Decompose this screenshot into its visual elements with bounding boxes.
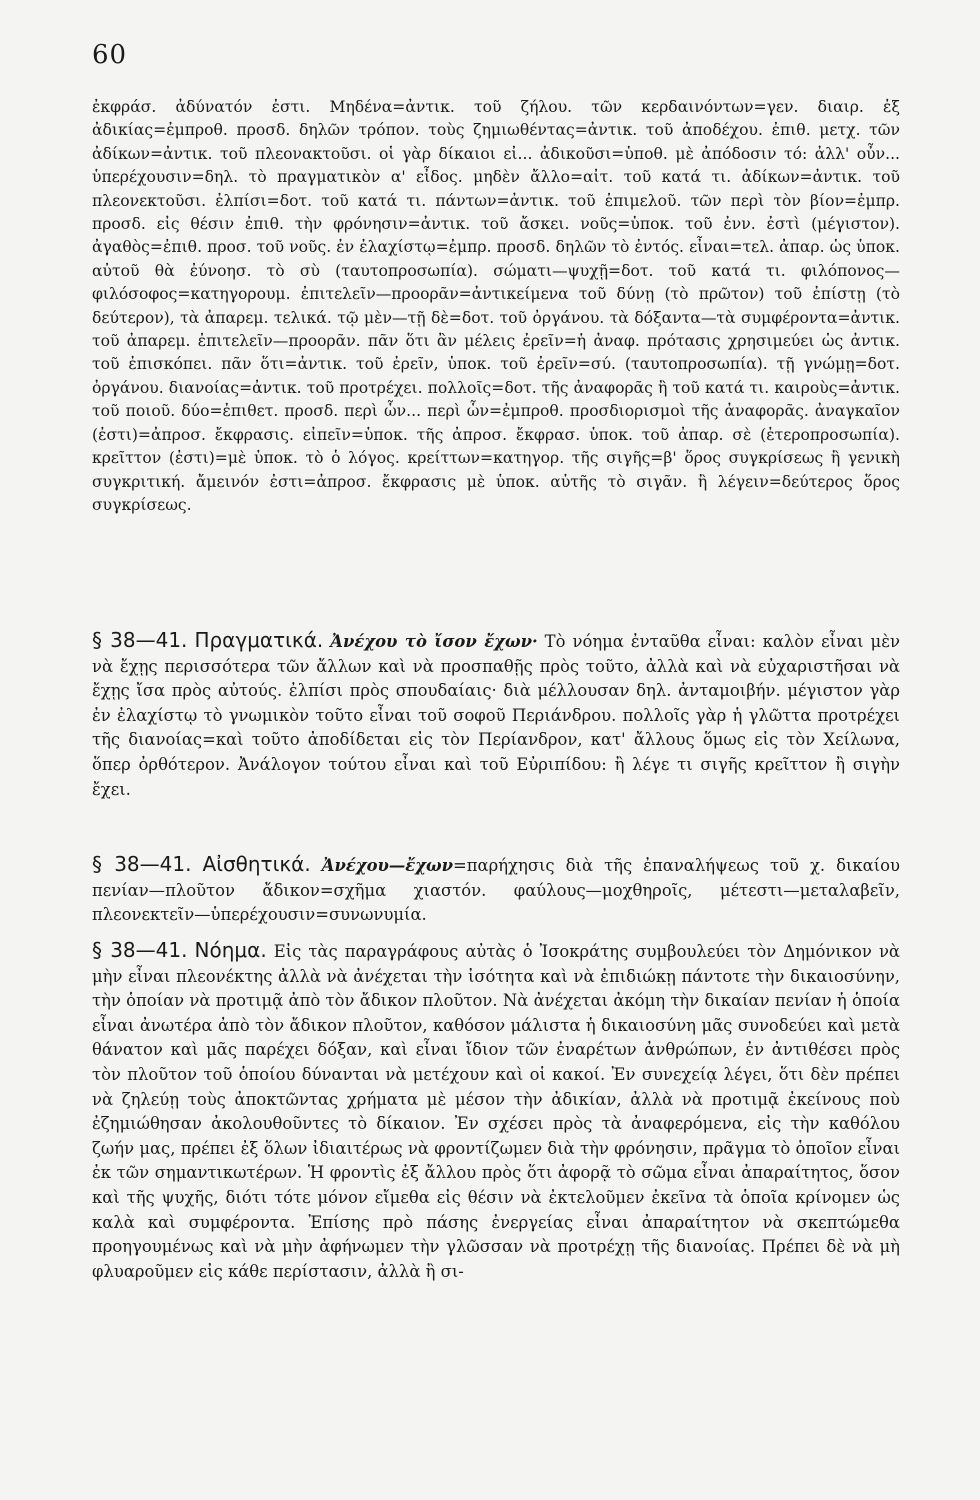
section-lead: Ἀνέχου—ἔχων [321,856,454,875]
section-title: Πραγματικά. [194,628,324,652]
section-noema [92,938,900,1284]
section-body: =παρήχησις διὰ τῆς ἐπαναλήψεως τοῦ χ. δικαίου πενίαν—πλοῦτον ἄδικον=σχῆμα χιαστόν. φαύλους—μοχθηροῖς, μέτεστι—μεταλαβεῖν, πλεονεκτεῖν—ὑπερέχουσιν=συνωνυμία. [92,856,900,925]
section-number: § 38—41. [92,628,188,652]
page-number: 60 [92,40,128,70]
section-body: Εἰς τὰς παραγράφους αὐτὰς ὁ Ἰσοκράτης συμβουλεύει τὸν Δημόνικον νὰ μὴν εἶναι πλεονέκτης ἀλλὰ νὰ ἀνέχεται τὴν ἰσότητα καὶ νὰ ἐπιδιώκῃ πάντοτε τὴν δικαιοσύνην, τὴν ὁποίαν νὰ προτιμᾷ ἀπὸ τὸν ἄδικον πλοῦτον. Νὰ ἀνέχεται ἀκόμη τὴν δικαίαν πενίαν ἡ ὁποία εἶναι ἀνωτέρα ἀπὸ τὸν ἄδικον πλοῦτον, καθόσον μάλιστα ἡ δικαιοσύνη μᾶς συνοδεύει καὶ μετὰ θάνατον καὶ μᾶς παρέχει δόξαν, καὶ εἶναι ἴδιον τῶν ἐναρέτων ἀνθρώπων, ἐν ἀντιθέσει πρὸς τὸν πλοῦτον τοῦ ὁποίου δύνανται νὰ μετέχουν καὶ οἱ κακοί. Ἐν συνεχείᾳ λέγει, ὅτι δὲν πρέπει νὰ ζηλεύῃ τοὺς ἀποκτῶντας χρήματα μὲ μέσον τὴν ἀδικίαν, ἀλλὰ νὰ προτιμᾷ ἐκείνους ποὺ ἐζημιώθησαν ἀκολουθοῦντες τὸ δίκαιον. Ἐν σχέσει πρὸς τὰ ἀναφερόμενα, εἰς τὴν καθόλου ζωήν μας, πρέπει ἐξ ὅλων ἰδιαιτέρως νὰ φροντίζωμεν διὰ τὴν φρόνησιν, πρᾶγμα τὸ ὁποῖον εἶναι ἐκ τῶν σημαντικωτέρων. Ἡ φροντὶς ἐξ ἄλλου πρὸς ὅτι ἀφορᾷ τὸ σῶμα εἶναι ἀπαραίτητος, ὅσον καὶ τῆς ψυχῆς, διότι τότε μόνον εἴμεθα εἰς θέσιν νὰ ἐκτελοῦμεν ἐκεῖνα τὰ ὁποῖα κρίνομεν ὡς καλὰ καὶ συμφέροντα. Ἐπίσης πρὸ πάσης ἐνεργείας εἶναι ἀπαραίτητον νὰ σκεπτώμεθα προηγουμένως καὶ νὰ μὴν ἀφήνωμεν τὴν γλῶσσαν νὰ προτρέχῃ τῆς διανοίας. Πρέπει δὲ νὰ μὴ φλυαροῦμεν εἰς κάθε περίστασιν, ἀλλὰ ἢ σι- [92,942,900,1281]
section-body: Τὸ νόημα ἐνταῦθα εἶναι: καλὸν εἶναι μὲν νὰ ἔχῃς περισσότερα τῶν ἄλλων καὶ νὰ προσπαθῇς πρὸς τοῦτο, ἀλλὰ καὶ νὰ εὐχαριστῆσαι νὰ ἔχῃς ἴσα πρὸς αὐτούς. ἐλπίσι πρὸς σπουδαίαις· διὰ μέλλουσαν δηλ. ἀνταμοιβήν. μέγιστον γὰρ ἐν ἐλαχίστῳ τὸ γνωμικὸν τοῦτο εἶναι τοῦ σοφοῦ Περιάνδρου. πολλοῖς γὰρ ἡ γλῶττα προτρέχει τῆς διανοίας=καὶ τοῦτο ἀποδίδεται εἰς τὸν Περίανδρον, κατ' ἄλλους ὅμως εἰς τὸν Χείλωνα, ὅπερ ὀρθότερον. Ἀνάλογον τούτου εἶναι καὶ τοῦ Εὐριπίδου: ἢ λέγε τι σιγῆς κρεῖττον ἢ σιγὴν ἔχει. [92,632,900,799]
grammar-notes: ἐκφράσ. ἀδύνατόν ἐστι. Μηδένα=ἀντικ. τοῦ ζήλου. τῶν κερδαινόντων=γεν. διαιρ. ἐξ ἀδικίας=ἐμπροθ. προσδ. δηλῶν τρόπον. τοὺς ζημιωθέντας=ἀντικ. τοῦ ἀποδέχου. ἐπιθ. μετχ. τῶν ἀδίκων=ἀντικ. τοῦ πλεονακτοῦσι. οἱ γὰρ δίκαιοι εἰ... ἀδικοῦσι=ὑποθ. μὲ ἀπόδοσιν τό: ἀλλ' οὖν... ὑπερέχουσιν=δηλ. τὸ πραγματικὸν α' εἶδος. μηδὲν ἄλλο=αἰτ. τοῦ κατά τι. ἀδίκων=ἀντικ. τοῦ πλεονεκτοῦσι. ἐλπίσι=δοτ. τοῦ κατά τι. πάντων=ἀντικ. τοῦ ἐπιμελοῦ. τῶν περὶ τὸν βίον=ἐμπρ. προσδ. εἰς θέσιν ἐπιθ. τὴν φρόνησιν=ἀντικ. τοῦ ἄσκει. νοῦς=ὑποκ. τοῦ ἐνν. ἐστὶ (μέγιστον). ἀγαθὸς=ἐπιθ. προσ. τοῦ νοῦς. ἐν ἐλαχίστῳ=ἐμπρ. προσδ. δηλῶν τὸ ἐντός. εἶναι=τελ. ἀπαρ. ὡς ὑποκ. αὐτοῦ θὰ ἐύνοησ. τὸ σὺ (ταυτοπροσωπία). σώματι—ψυχῇ=δοτ. τοῦ κατά τι. φιλόπονος—φιλόσοφος=κατηγορουμ. ἐπιτελεῖν—προορᾶν=ἀντικείμενα τοῦ δύνῃ (τὸ πρῶτον) τοῦ ἐπίστῃ (τὸ δεύτερον), τὰ ἀπαρεμ. τελικά. τῷ μὲν—τῇ δὲ=δοτ. τοῦ ὀργάνου. τὰ δόξαντα—τὰ συμφέροντα=ἀντικ. τοῦ ἀπαρεμ. ἐπιτελεῖν—προορᾶν. πᾶν ὅτι ἂν μέλεις ἐρεῖν=ἡ ἀναφ. πρότασις χρησιμεύει ὡς ἀντικ. τοῦ ἐπισκόπει. πᾶν ὅτι=ἀντικ. τοῦ ἐρεῖν, ὑποκ. τοῦ ἐρεῖν=σύ. (ταυτοπροσωπία). τῇ γνώμῃ=δοτ. ὀργάνου. διανοίας=ἀντικ. τοῦ προτρέχει. πολλοῖς=δοτ. τῆς ἀναφορᾶς ἢ τοῦ κατά τι. καιροὺς=ἀντικ. τοῦ ποιοῦ. δύο=ἐπιθετ. προσδ. περὶ ὧν... περὶ ὧν=ἐμπροθ. προσδιορισμοὶ τῆς ἀναφορᾶς. ἀναγκαῖον (ἐστι)=ἀπροσ. ἔκφρασις. εἰπεῖν=ὑποκ. τῆς ἀπροσ. ἔκφρασ. ὑποκ. τοῦ ἀπαρ. σὲ (ἑτεροπροσωπία). κρεῖττον (ἐστι)=μὲ ὑποκ. τὸ ὁ λόγος. κρείττων=κατηγορ. τῆς σιγῆς=β' ὅρος συγκρίσεως ἢ γενικὴ συγκριτική. ἄμεινόν ἐστι=ἀπροσ. ἔκφρασις μὲ ὑποκ. αὐτῆς τὸ σιγᾶν. ἢ λέγειν=δεύτερος ὅρος συγκρίσεως. [92,98,900,514]
section-lead: Ἀνέχου τὸ ἴσον ἔχων· [330,632,538,651]
section-number: § 38—41. [92,852,192,876]
section-number: § 38—41. [92,938,188,962]
section-title: Αἰσθητικά. [202,852,311,876]
section-title: Νόημα. [194,938,267,962]
section-pragmatika [92,628,900,802]
section-aisthetika [92,852,900,928]
